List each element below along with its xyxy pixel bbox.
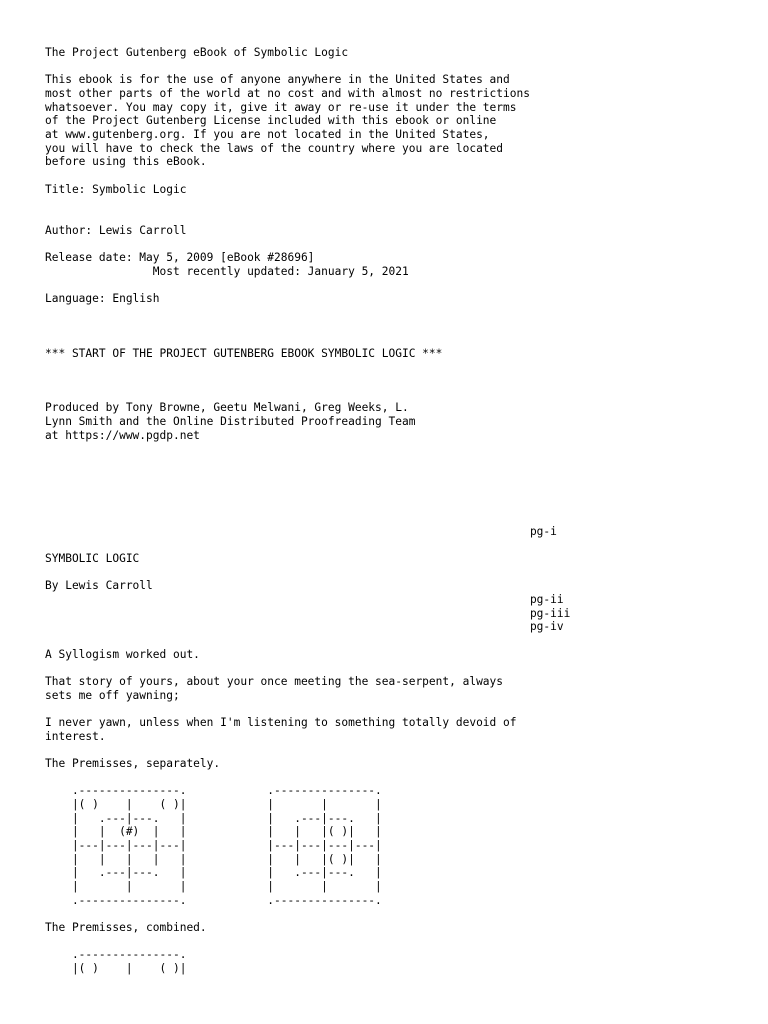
text-line: This ebook is for the use of anyone anywhere in the United States and: [45, 73, 510, 87]
text-line: |( ) | ( )| | | |: [45, 797, 382, 811]
text-line: [45, 743, 745, 757]
text-line: Author: Lewis Carroll: [45, 223, 187, 237]
text-line: *** START OF THE PROJECT GUTENBERG EBOOK SYMBOLIC LOGIC ***: [45, 346, 443, 360]
text-line: [45, 319, 745, 333]
text-line: interest.: [45, 729, 106, 743]
text-line: [45, 333, 745, 347]
text-line: Produced by Tony Browne, Geetu Melwani, Greg Weeks, L.: [45, 401, 409, 415]
text-line: The Premisses, separately.: [45, 756, 221, 770]
text-line: [45, 566, 745, 580]
text-line: [45, 456, 745, 470]
text-line: Release date: May 5, 2009 [eBook #28696]: [45, 251, 315, 265]
text-line: pg-iv: [45, 620, 564, 634]
text-line: [45, 374, 745, 388]
text-line: [45, 60, 745, 74]
text-line: Title: Symbolic Logic: [45, 182, 187, 196]
text-line: [45, 169, 745, 183]
ebook-text-page: [45, 46, 745, 976]
text-line: .---------------. .---------------.: [45, 893, 382, 907]
text-line: [45, 470, 745, 484]
text-line: pg-iii: [45, 606, 571, 620]
text-line: Most recently updated: January 5, 2021: [45, 264, 409, 278]
text-line: [45, 702, 745, 716]
text-line: [45, 306, 745, 320]
text-line: pg-i: [45, 524, 557, 538]
text-line: sets me off yawning;: [45, 688, 180, 702]
text-line: [45, 634, 745, 648]
text-line: of the Project Gutenberg License included with this ebook or online: [45, 114, 497, 128]
text-line: | .---|---. | | .---|---. |: [45, 811, 382, 825]
text-line: at www.gutenberg.org. If you are not located in the United States,: [45, 128, 490, 142]
text-line: Language: English: [45, 292, 160, 306]
text-line: | .---|---. | | .---|---. |: [45, 866, 382, 880]
text-line: [45, 360, 745, 374]
text-line: The Project Gutenberg eBook of Symbolic Logic: [45, 46, 349, 59]
text-line: pg-ii: [45, 592, 564, 606]
text-line: |( ) | ( )|: [45, 962, 187, 976]
text-line: [45, 497, 745, 511]
text-line: | | | | | |: [45, 879, 382, 893]
text-line: [45, 210, 745, 224]
text-line: | | | | | | | |( )| |: [45, 852, 382, 866]
text-line: SYMBOLIC LOGIC: [45, 551, 140, 565]
text-line: whatsoever. You may copy it, give it away or re-use it under the terms: [45, 100, 517, 114]
text-line: |---|---|---|---| |---|---|---|---|: [45, 838, 382, 852]
text-line: [45, 907, 745, 921]
text-line: By Lewis Carroll: [45, 579, 153, 593]
text-line: at https://www.pgdp.net: [45, 428, 200, 442]
text-line: [45, 237, 745, 251]
text-line: The Premisses, combined.: [45, 921, 207, 934]
text-line: Lynn Smith and the Online Distributed Proofreading Team: [45, 415, 416, 429]
text-line: [45, 278, 745, 292]
text-line: [45, 484, 745, 498]
text-line: [45, 661, 745, 675]
text-line: most other parts of the world at no cost and with almost no restrictions: [45, 87, 530, 101]
text-line: A Syllogism worked out.: [45, 647, 200, 661]
text-line: That story of yours, about your once meeting the sea-serpent, always: [45, 674, 504, 688]
text-line: [45, 196, 745, 210]
text-line: [45, 388, 745, 402]
text-line: .---------------.: [45, 948, 187, 962]
text-line: [45, 511, 745, 525]
text-line: | | (#) | | | | |( )| |: [45, 825, 382, 839]
text-line: .---------------. .---------------.: [45, 784, 382, 798]
text-line: [45, 538, 745, 552]
text-line: before using this eBook.: [45, 155, 207, 169]
text-line: [45, 442, 745, 456]
text-line: you will have to check the laws of the country where you are located: [45, 141, 504, 155]
text-line: [45, 771, 745, 785]
text-line: I never yawn, unless when I'm listening to something totally devoid of: [45, 715, 517, 729]
text-line: [45, 935, 745, 949]
